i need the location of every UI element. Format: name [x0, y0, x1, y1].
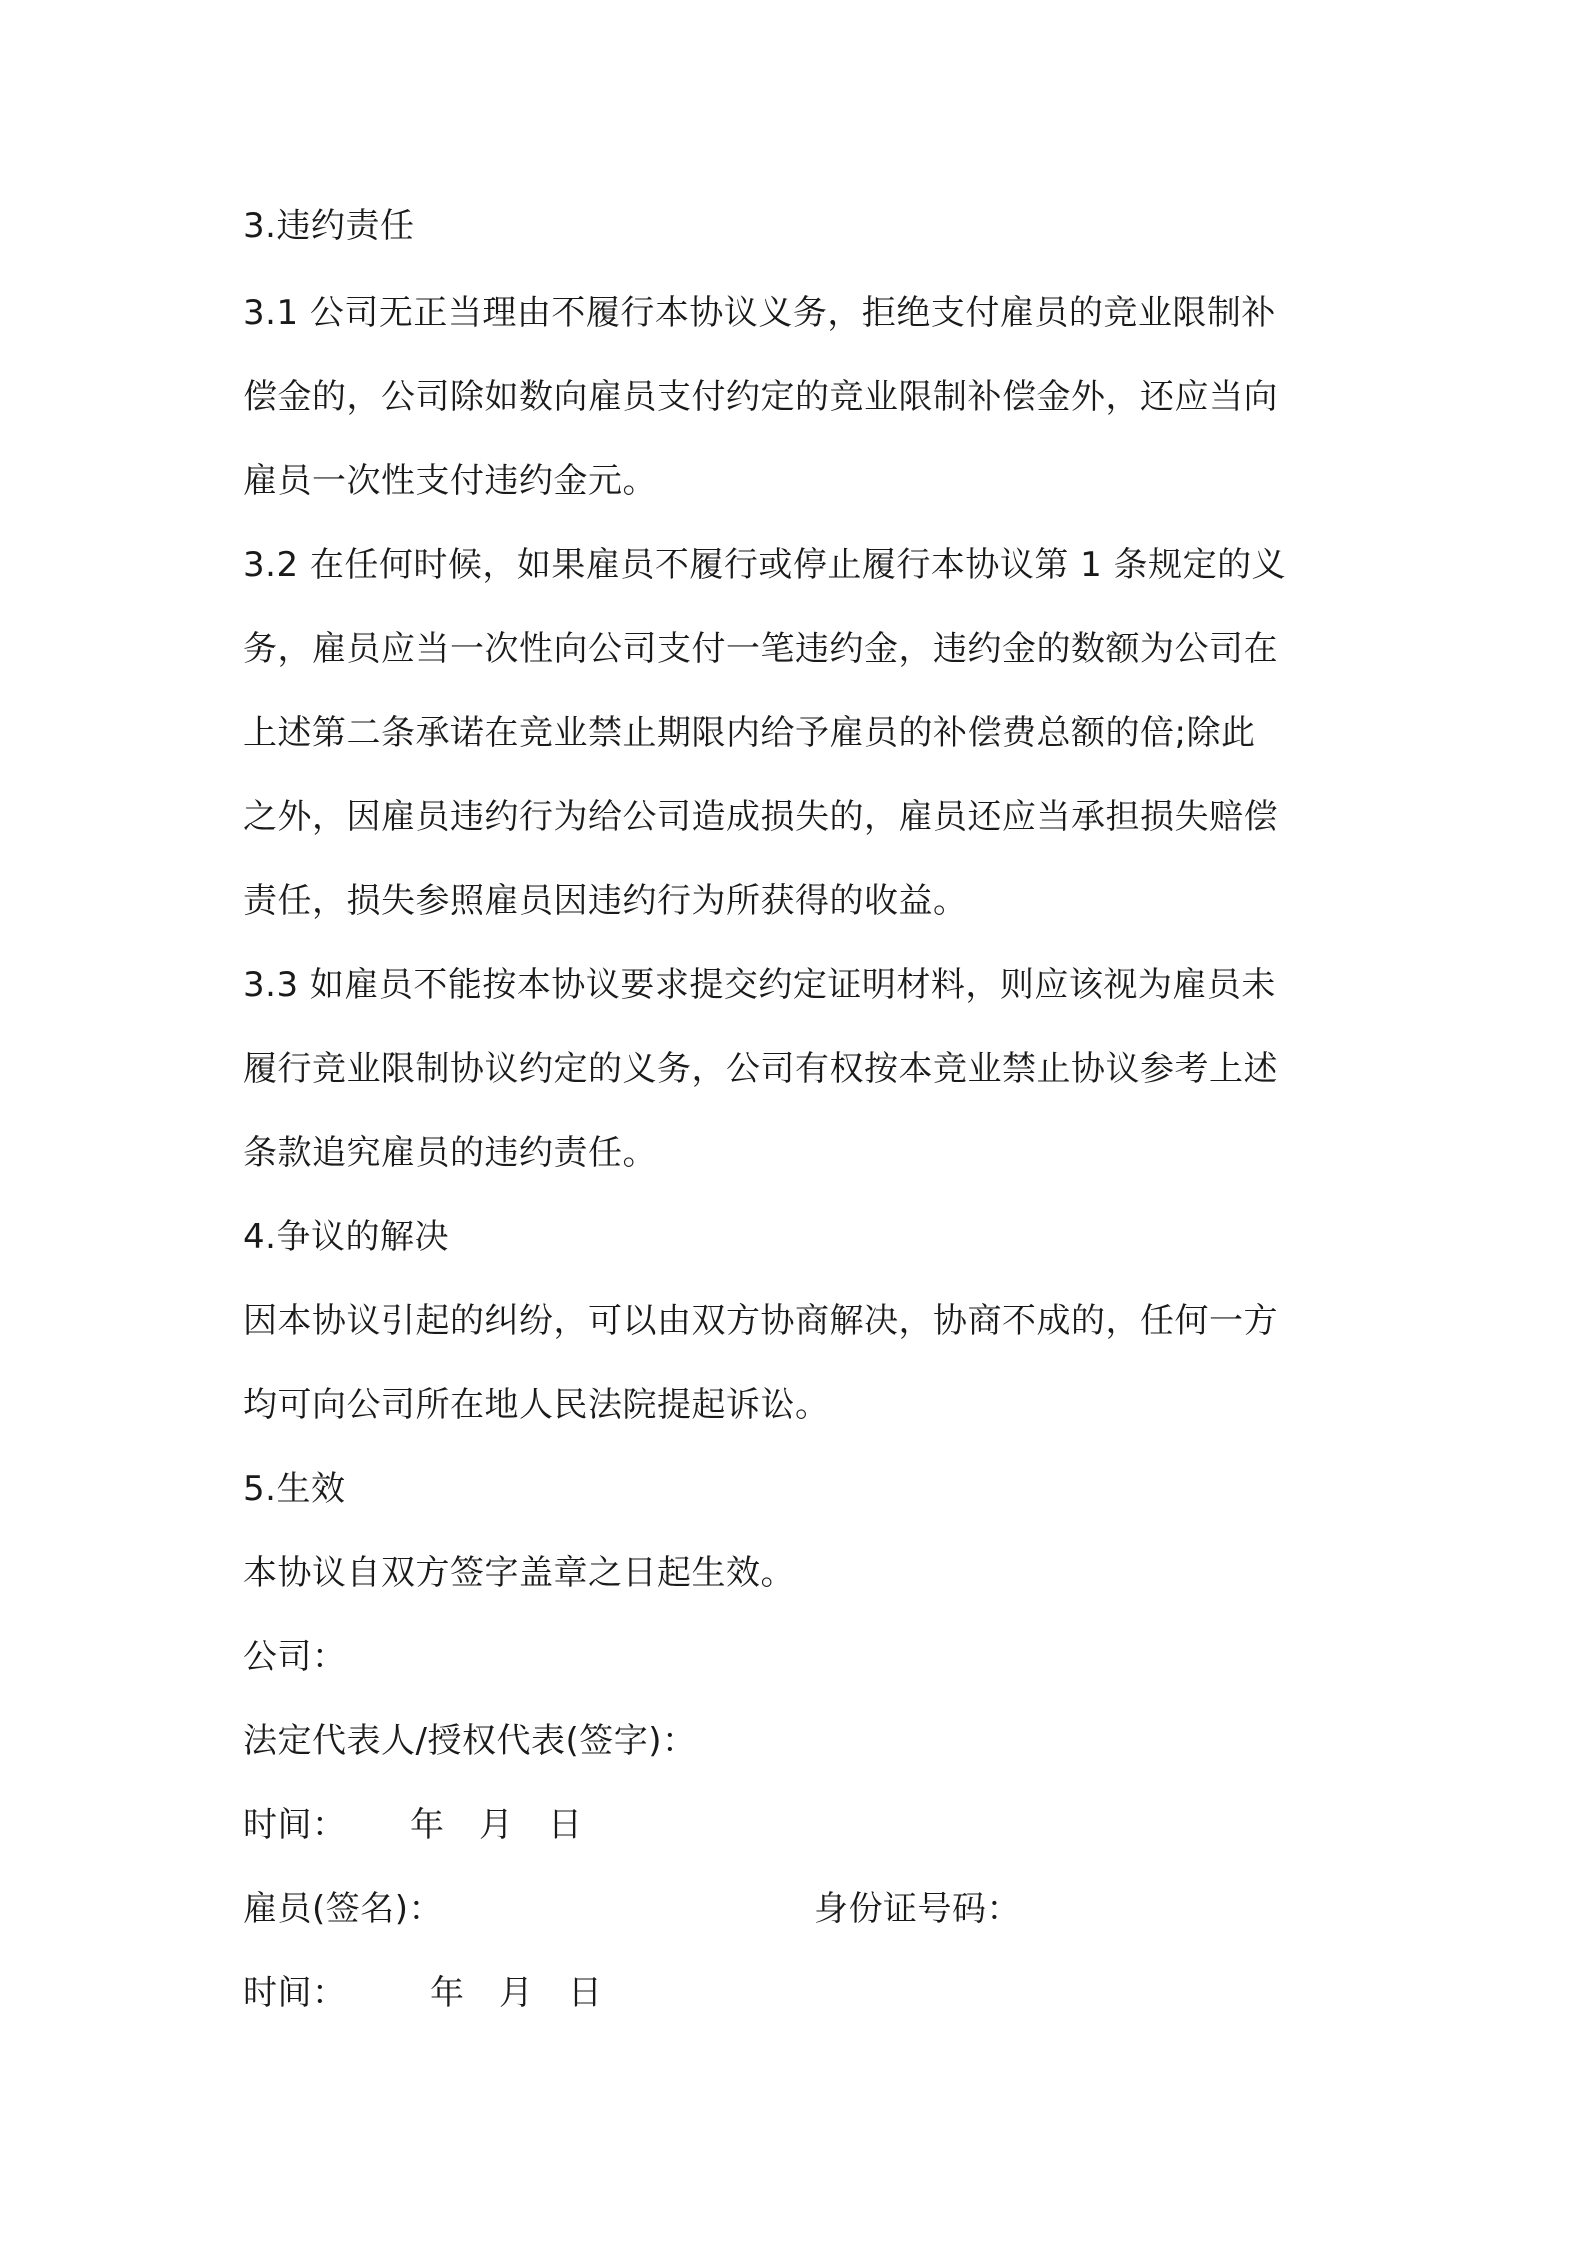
company-date-placeholder: 年 月 日	[410, 1805, 583, 1845]
id-number-label: 身份证号码：	[814, 1889, 1021, 1929]
section-4-line-1: 因本协议引起的纠纷，可以由双方协商解决，协商不成的，任何一方	[243, 1301, 1278, 1341]
clause-3-2-line-3: 上述第二条承诺在竞业禁止期限内给予雇员的补偿费总额的倍;除此	[243, 713, 1256, 753]
clause-3-2-line-2: 务，雇员应当一次性向公司支付一笔违约金，违约金的数额为公司在	[243, 629, 1278, 669]
section-4-line-2: 均可向公司所在地人民法院提起诉讼。	[243, 1385, 830, 1425]
section-3-heading: 3.违约责任	[243, 206, 415, 246]
representative-signature-label: 法定代表人/授权代表(签字)：	[243, 1721, 697, 1761]
company-time-label: 时间：	[243, 1805, 347, 1845]
employee-date-placeholder: 年 月 日	[430, 1973, 603, 2013]
section-5-heading: 5.生效	[243, 1469, 346, 1509]
clause-3-1-line-1: 3.1 公司无正当理由不履行本协议义务，拒绝支付雇员的竞业限制补	[243, 293, 1276, 333]
clause-3-3-line-1: 3.3 如雇员不能按本协议要求提交约定证明材料，则应该视为雇员未	[243, 965, 1276, 1005]
company-signature-label: 公司：	[243, 1637, 347, 1677]
clause-3-3-line-2: 履行竞业限制协议约定的义务，公司有权按本竞业禁止协议参考上述	[243, 1049, 1278, 1089]
clause-3-3-line-3: 条款追究雇员的违约责任。	[243, 1133, 657, 1173]
section-5-line-1: 本协议自双方签字盖章之日起生效。	[243, 1553, 795, 1593]
employee-time-label: 时间：	[243, 1973, 347, 2013]
section-4-heading: 4.争议的解决	[243, 1217, 449, 1257]
clause-3-2-line-1: 3.2 在任何时候，如果雇员不履行或停止履行本协议第 1 条规定的义	[243, 545, 1287, 585]
clause-3-2-line-5: 责任，损失参照雇员因违约行为所获得的收益。	[243, 881, 968, 921]
clause-3-2-line-4: 之外，因雇员违约行为给公司造成损失的，雇员还应当承担损失赔偿	[243, 797, 1278, 837]
clause-3-1-line-2: 偿金的，公司除如数向雇员支付约定的竞业限制补偿金外，还应当向	[243, 377, 1278, 417]
clause-3-1-line-3: 雇员一次性支付违约金元。	[243, 461, 657, 501]
employee-signature-label: 雇员(签名)：	[243, 1889, 444, 1929]
